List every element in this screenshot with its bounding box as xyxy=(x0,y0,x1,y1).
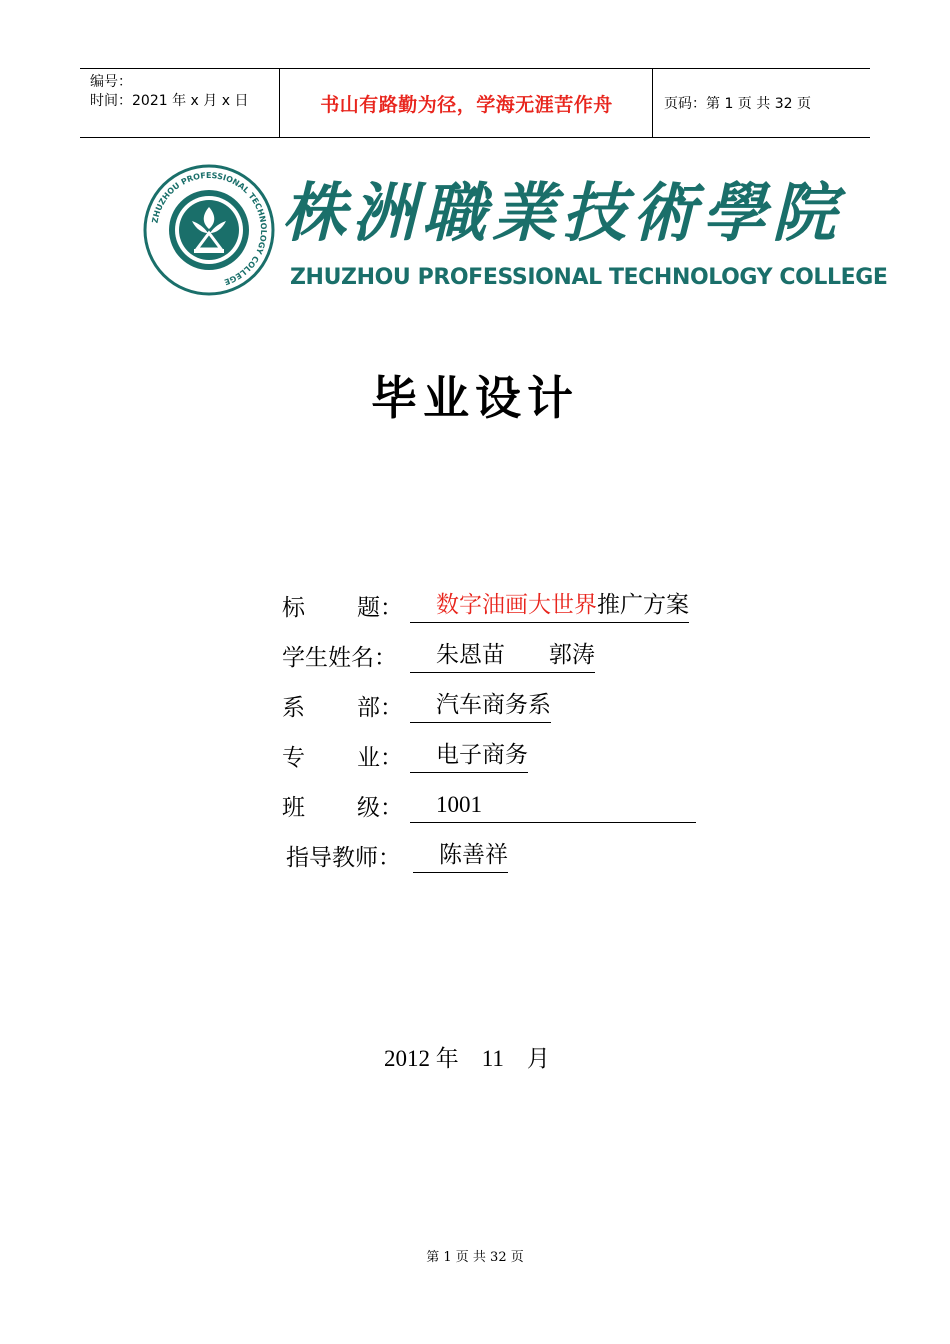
department-label: 系 部： xyxy=(282,695,403,721)
student-row xyxy=(282,638,802,688)
student-label: 学生姓名： xyxy=(282,645,397,671)
document-date: 2012 年 11 月 xyxy=(384,1046,550,1071)
major-value: 电子商务 xyxy=(410,738,528,773)
college-seal-icon xyxy=(142,163,276,297)
topic-value-rest: 推广方案 xyxy=(597,592,689,618)
header-motto: 书山有路勤为径，学海无涯苦作舟 xyxy=(281,69,653,137)
teacher-value: 陈善祥 xyxy=(413,838,508,873)
major-label: 专 业： xyxy=(282,745,403,771)
topic-value xyxy=(410,588,689,623)
college-chinese-name: 株洲職業技術學院 xyxy=(282,176,842,251)
page-footer: 第 1 页 共 32 页 xyxy=(426,1250,524,1265)
major-row xyxy=(282,738,802,788)
cover-info xyxy=(282,588,802,888)
topic-row xyxy=(282,588,802,638)
topic-value-highlight: 数字油画大世界 xyxy=(436,592,597,618)
department-value: 汽车商务系 xyxy=(410,688,551,723)
header-meta xyxy=(80,69,280,137)
time-label: 时间：2021 年 x 月 x 日 xyxy=(90,93,249,109)
number-label: 编号： xyxy=(90,74,132,90)
header-page-info: 页码：第 1 页 共 32 页 xyxy=(664,96,811,112)
teacher-row xyxy=(282,838,802,888)
teacher-label: 指导教师： xyxy=(286,845,401,871)
seal-ring-text: ZHUZHOU PROFESSIONAL TECHNOLOGY COLLEGE xyxy=(150,170,269,287)
class-value: 1001 xyxy=(410,788,696,823)
student-value: 朱恩苗 郭涛 xyxy=(410,638,595,673)
department-row xyxy=(282,688,802,738)
college-logo xyxy=(142,163,888,299)
topic-label: 标 题： xyxy=(282,595,403,621)
document-title: 毕业设计 xyxy=(371,371,579,425)
college-english-name: ZHUZHOU PROFESSIONAL TECHNOLOGY COLLEGE xyxy=(290,265,888,290)
class-row xyxy=(282,788,802,838)
class-label: 班 级： xyxy=(282,795,403,821)
page-header xyxy=(80,68,870,138)
